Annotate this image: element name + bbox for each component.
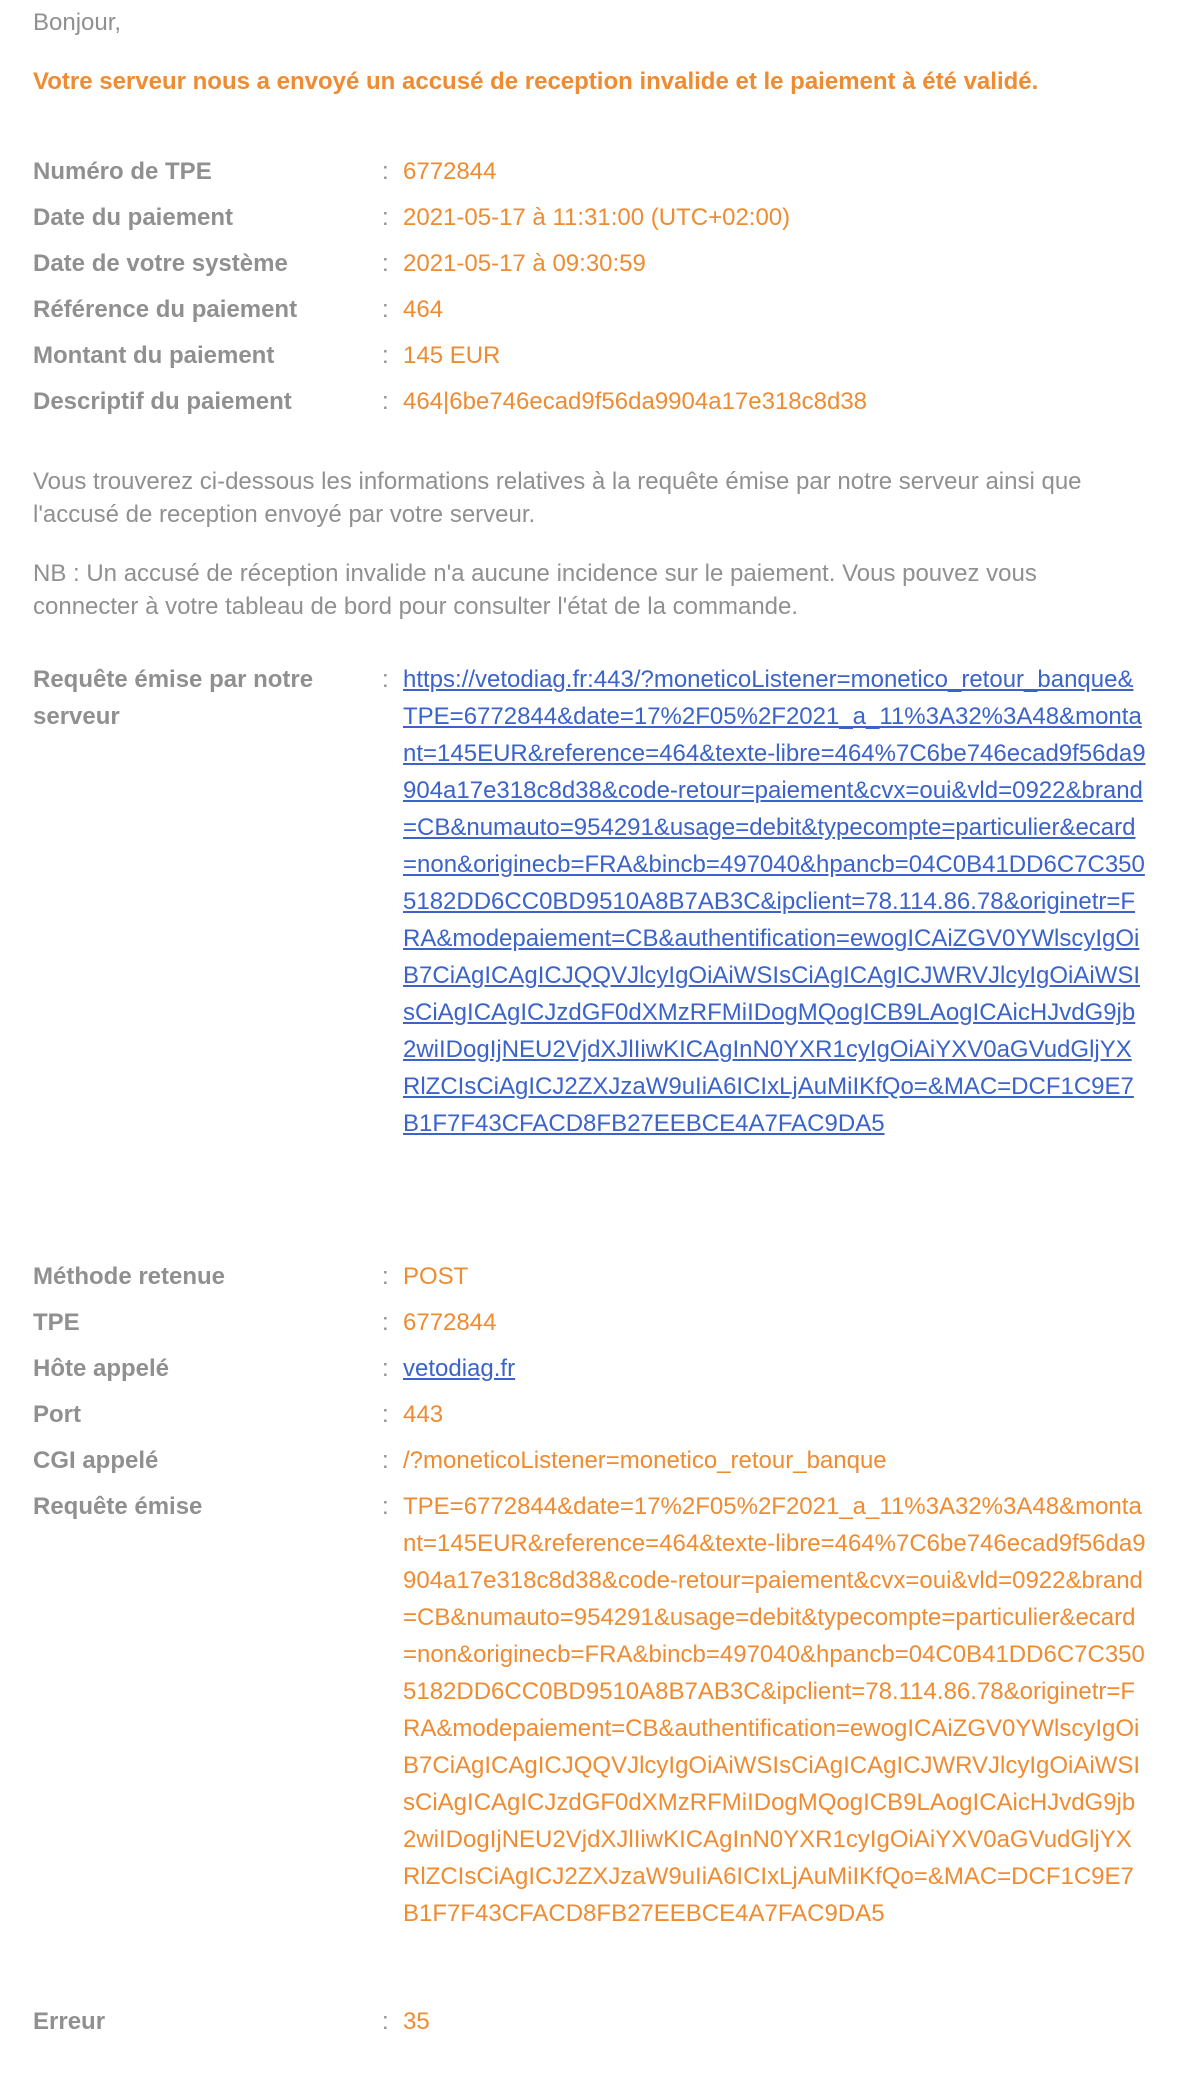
row-label: Hôte appelé <box>33 1355 170 1382</box>
table-row <box>33 1304 1146 1350</box>
row-value: 6772844 <box>403 158 497 185</box>
row-colon: : <box>382 296 389 323</box>
row-label: Erreur <box>33 2008 106 2035</box>
table-row <box>33 153 1146 199</box>
table-row <box>33 661 1146 1258</box>
server-request-url-link[interactable]: https://vetodiag.fr:443/?moneticoListener=monetico_retour_banque&TPE=6772844&date=17%2F05%2F2021_a_11%3A32%3A48&montant=145EUR&reference=464&texte-libre=464%7C6be746ecad9f56da9904a17e318c8d38&code-retour=paiement&cvx=oui&vld=0922&brand=CB&numauto=954291&usage=debit&typecompte=particulier&ecard=non&originecb=FRA&bincb=497040&hpancb=04C0B41DD6C7C3505182DD6CC0BD9510A8B7AB3C&ipclient=78.114.86.78&originetr=FRA&modepaiement=CB&authentification=ewogICAiZGV0YWlscyIgOiB7CiAgICAgICJQQVJlcyIgOiAiWSIsCiAgICAgICJWRVJlcyIgOiAiWSIsCiAgICAgICJzdGF0dXMzRFMiIDogMQogICB9LAogICAicHJvdG9jb2wiIDogIjNEU2VjdXJlIiwKICAgInN0YXR1cyIgOiAiYXV0aGVudGljYXRlZCIsCiAgICJ2ZXJzaW9uIiA6ICIxLjAuMiIKfQo=&MAC=DCF1C9E7B1F7F43CFACD8FB27EEBCE4A7FAC9DA5 <box>403 666 1146 1137</box>
row-value: POST <box>403 1263 469 1290</box>
row-colon: : <box>382 1355 389 1382</box>
table-row <box>33 1258 1146 1304</box>
row-value: 464 <box>403 296 444 323</box>
greeting-text: Bonjour, <box>33 9 122 36</box>
payment-details-table <box>33 153 1146 429</box>
row-value: 443 <box>403 1401 444 1428</box>
row-value: 2021-05-17 à 09:30:59 <box>403 250 646 277</box>
table-row <box>33 245 1146 291</box>
row-colon: : <box>382 204 389 231</box>
table-row <box>33 199 1146 245</box>
row-value: TPE=6772844&date=17%2F05%2F2021_a_11%3A32%3A48&montant=145EUR&reference=464&texte-libre=464%7C6be746ecad9f56da9904a17e318c8d38&code-retour=paiement&cvx=oui&vld=0922&brand=CB&numauto=954291&usage=debit&typecompte=particulier&ecard=non&originecb=FRA&bincb=497040&hpancb=04C0B41DD6C7C3505182DD6CC0BD9510A8B7AB3C&ipclient=78.114.86.78&originetr=FRA&modepaiement=CB&authentification=ewogICAiZGV0YWlscyIgOiB7CiAgICAgICJQQVJlcyIgOiAiWSIsCiAgICAgICJWRVJlcyIgOiAiWSIsCiAgICAgICJzdGF0dXMzRFMiIDogMQogICB9LAogICAicHJvdG9jb2wiIDogIjNEU2VjdXJlIiwKICAgInN0YXR1cyIgOiAiYXV0aGVudGljYXRlZCIsCiAgICJ2ZXJzaW9uIiA6ICIxLjAuMiIKfQo=&MAC=DCF1C9E7B1F7F43CFACD8FB27EEBCE4A7FAC9DA5 <box>403 1493 1146 1927</box>
row-value: 464|6be746ecad9f56da9904a17e318c8d38 <box>403 388 868 415</box>
table-row <box>33 1396 1146 1442</box>
row-label: Numéro de TPE <box>33 158 212 185</box>
nb-paragraph: NB : Un accusé de réception invalide n'a aucune incidence sur le paiement. Vous pouvez vous connecter à votre tableau de bord pour consulter l'état de la commande. <box>33 560 1037 620</box>
table-row <box>33 1350 1146 1396</box>
row-value: 6772844 <box>403 1309 497 1336</box>
row-label: Requête émise <box>33 1493 203 1520</box>
table-row <box>33 291 1146 337</box>
row-label: Date de votre système <box>33 250 288 277</box>
row-label: Requête émise par notre serveur <box>33 666 314 730</box>
row-label: Référence du paiement <box>33 296 298 323</box>
row-colon: : <box>382 1401 389 1428</box>
row-value: 145 EUR <box>403 342 501 369</box>
row-value: 2021-05-17 à 11:31:00 (UTC+02:00) <box>403 204 791 231</box>
row-label: CGI appelé <box>33 1447 159 1474</box>
row-colon: : <box>382 2008 389 2035</box>
table-row <box>33 383 1146 429</box>
row-colon: : <box>382 388 389 415</box>
request-details-table <box>33 661 1146 2049</box>
row-label: Port <box>33 1401 81 1428</box>
row-label: Montant du paiement <box>33 342 275 369</box>
table-row <box>33 337 1146 383</box>
row-label: TPE <box>33 1309 80 1336</box>
row-value: 35 <box>403 2008 430 2035</box>
row-colon: : <box>382 666 389 693</box>
table-row <box>33 2003 1146 2049</box>
row-value: /?moneticoListener=monetico_retour_banque <box>403 1447 887 1474</box>
headline-warning: Votre serveur nous a envoyé un accusé de reception invalide et le paiement à été validé. <box>33 68 1039 95</box>
row-colon: : <box>382 1309 389 1336</box>
info-paragraph: Vous trouverez ci-dessous les informations relatives à la requête émise par notre serveur ainsi que l'accusé de reception envoyé par votre serveur. <box>33 468 1082 528</box>
row-label: Date du paiement <box>33 204 234 231</box>
row-colon: : <box>382 1493 389 1520</box>
row-label: Méthode retenue <box>33 1263 226 1290</box>
row-colon: : <box>382 1447 389 1474</box>
row-label: Descriptif du paiement <box>33 388 292 415</box>
host-link[interactable]: vetodiag.fr <box>403 1355 516 1382</box>
row-colon: : <box>382 342 389 369</box>
row-colon: : <box>382 1263 389 1290</box>
table-row <box>33 1488 1146 2003</box>
table-row <box>33 1442 1146 1488</box>
row-colon: : <box>382 250 389 277</box>
row-colon: : <box>382 158 389 185</box>
